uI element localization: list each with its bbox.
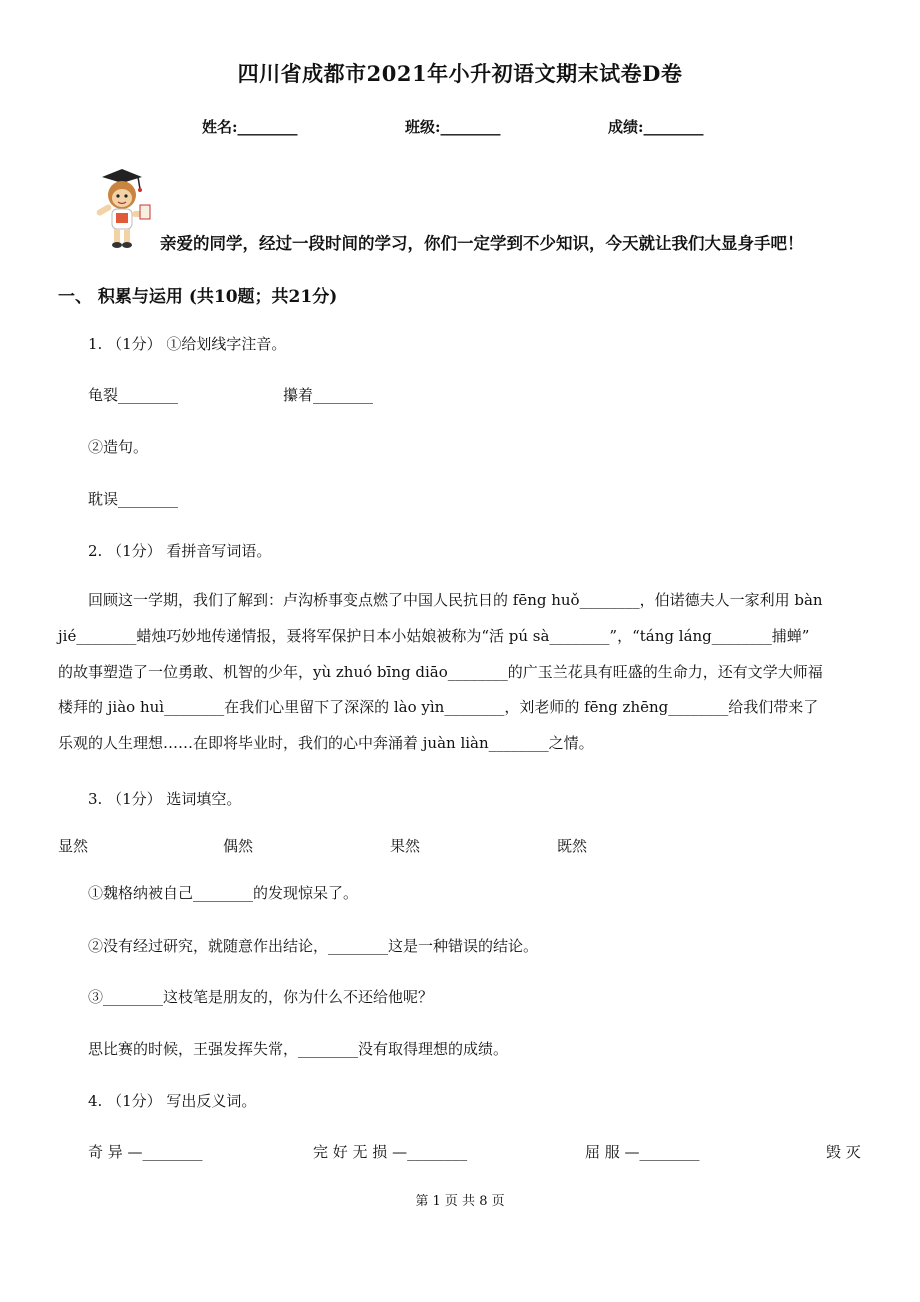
q3-sentence-2: ②没有经过研究，就随意作出结论，________这是一种错误的结论。 <box>88 937 539 955</box>
question-3-heading: 3. （1分） 选词填空。 <box>88 790 242 808</box>
name-field: 姓名:________ <box>202 118 298 136</box>
question-1-heading: 1. （1分） ①给划线字注音。 <box>88 335 287 353</box>
question-4-heading: 4. （1分） 写出反义词。 <box>88 1092 257 1110</box>
q1-item-b: 攥着________ <box>283 386 374 404</box>
score-field: 成绩:________ <box>608 118 704 136</box>
q1-item-d: 耽误________ <box>88 490 179 508</box>
q4-item-c: 屈 服 —________ <box>585 1143 700 1161</box>
class-field: 班级:________ <box>405 118 501 136</box>
q1-item-a: 龟裂________ <box>88 386 179 404</box>
word-option: 既然 <box>557 837 588 855</box>
student-mascot-icon <box>88 165 152 249</box>
q4-item-d: 毁 灭 <box>826 1143 861 1161</box>
page-footer: 第 1 页 共 8 页 <box>415 1194 505 1209</box>
q2-line-2: jié________蜡烛巧妙地传递情报，聂将军保护日本小姑娘被称为“活 pú sà________”，“táng láng________捕蝉” <box>58 627 810 645</box>
q3-sentence-4: 思比赛的时候，王强发挥失常，________没有取得理想的成绩。 <box>88 1040 509 1058</box>
word-option: 偶然 <box>223 837 254 855</box>
word-option: 果然 <box>390 837 421 855</box>
q1-sub-heading: ②造句。 <box>88 438 149 456</box>
q2-line-5: 乐观的人生理想……在即将毕业时，我们的心中奔涌着 juàn liàn________之情。 <box>58 734 594 752</box>
q2-line-3: 的故事塑造了一位勇敢、机智的少年，yù zhuó bīng diāo________的广玉兰花具有旺盛的生命力，还有文学大师福 <box>58 663 823 681</box>
q4-item-b: 完 好 无 损 —________ <box>313 1143 468 1161</box>
q3-sentence-3: ③________这枝笔是朋友的，你为什么不还给他呢？ <box>88 988 434 1006</box>
page-title: 四川省成都市2021年小升初语文期末试卷D卷 <box>237 61 683 86</box>
greeting-text: 亲爱的同学，经过一段时间的学习，你们一定学到不少知识，今天就让我们大显身手吧！ <box>160 234 804 253</box>
q2-line-1: 回顾这一学期，我们了解到：卢沟桥事变点燃了中国人民抗日的 fēng huǒ________，伯诺德夫人一家利用 bàn <box>88 591 823 609</box>
q4-item-a: 奇 异 —________ <box>88 1143 203 1161</box>
word-option: 显然 <box>58 837 89 855</box>
question-2-heading: 2. （1分） 看拼音写词语。 <box>88 542 272 560</box>
q3-sentence-1: ①魏格纳被自己________的发现惊呆了。 <box>88 884 359 902</box>
q2-line-4: 楼拜的 jiào huì________在我们心里留下了深深的 lào yìn________，刘老师的 fēng zhēng________给我们带来了 <box>58 698 819 716</box>
section-heading: 一、 积累与运用 (共10题；共21分) <box>58 287 338 307</box>
